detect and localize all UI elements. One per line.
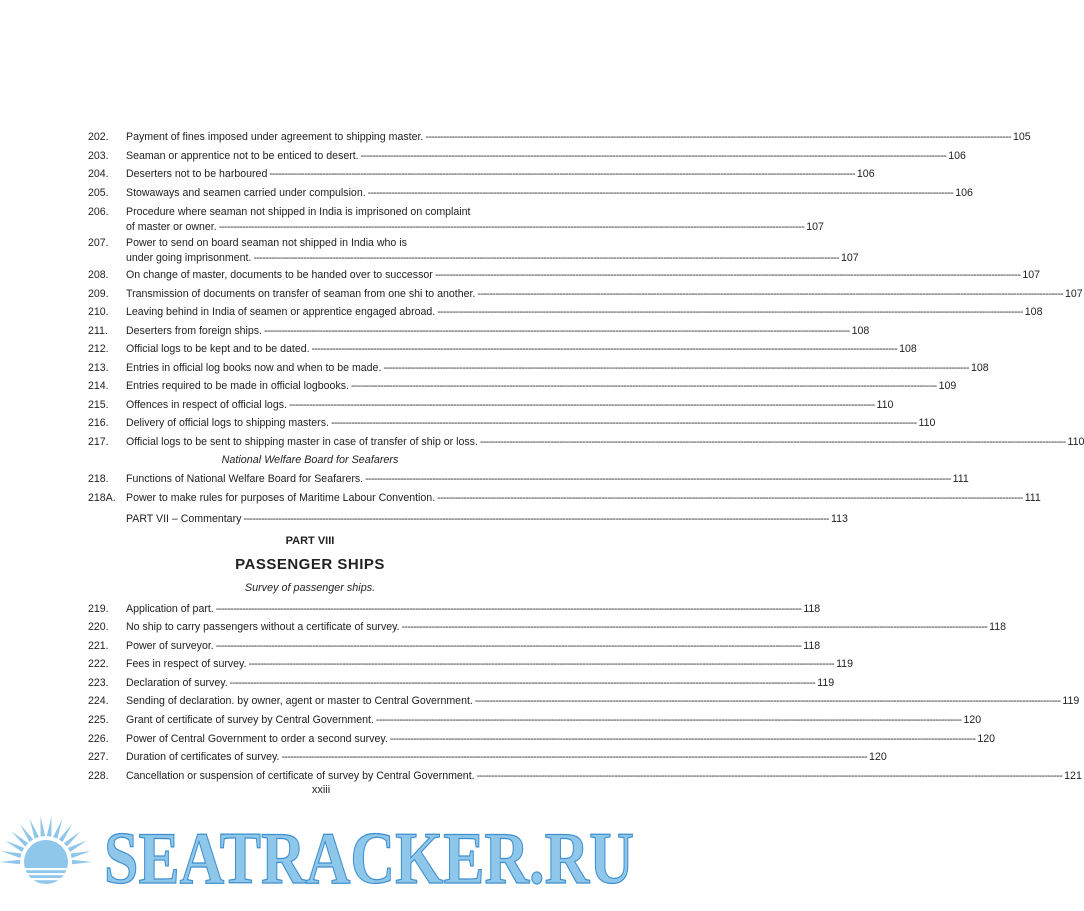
section-title: Official logs to be sent to shipping master in case of transfer of ship or loss. (126, 436, 478, 448)
page-ref: 111 (1024, 492, 1041, 504)
section-title: Entries required to be made in official logbooks. (126, 380, 349, 392)
leader-dashes: -------------------------------------------------------------------------------------------------------------------------------------------------------------------------------------------------------- (215, 640, 802, 652)
page-ref: 118 (803, 640, 821, 652)
watermark (104, 817, 636, 900)
leader-dashes: -------------------------------------------------------------------------------------------------------------------------------------------------------------------------------------------------------- (434, 269, 1021, 281)
section-title: Leaving behind in India of seamen or apprentice engaged abroad. (126, 306, 436, 318)
section-number: 215. (88, 399, 109, 411)
leader-dashes: -------------------------------------------------------------------------------------------------------------------------------------------------------------------------------------------------------- (425, 131, 1011, 143)
page-ref: 108 (970, 362, 989, 374)
page-ref: 110 (918, 417, 936, 429)
section-number: 209. (88, 288, 109, 300)
page-ref: 107 (1064, 288, 1083, 300)
section-number: 217. (88, 436, 109, 448)
section-number: 219. (88, 603, 109, 615)
section-number: 220. (88, 621, 109, 633)
section-title: Official logs to be kept and to be dated. (126, 343, 310, 355)
section-number: 208. (88, 269, 109, 281)
leader-dashes: -------------------------------------------------------------------------------------------------------------------------------------------------------------------------------------------------------- (389, 733, 976, 745)
section-title: PART VII – Commentary (126, 513, 242, 525)
section-number: 204. (88, 168, 109, 180)
section-number: 210. (88, 306, 109, 318)
section-title: Transmission of documents on transfer of seaman from one shi to another. (126, 288, 476, 300)
sun-ray (0, 860, 20, 865)
section-number: 202. (88, 131, 109, 143)
section-number: 218. (88, 473, 109, 485)
section-title: Sending of declaration. by owner, agent or master to Central Government. (126, 695, 473, 707)
leader-dashes: -------------------------------------------------------------------------------------------------------------------------------------------------------------------------------------------------------- (437, 492, 1023, 504)
section-number: 216. (88, 417, 109, 429)
leader-dashes: -------------------------------------------------------------------------------------------------------------------------------------------------------------------------------------------------------- (360, 150, 947, 162)
page-ref: 120 (977, 733, 996, 745)
page-ref: 108 (851, 325, 870, 337)
section-title: under going imprisonment. (126, 252, 252, 264)
leader-dashes: -------------------------------------------------------------------------------------------------------------------------------------------------------------------------------------------------------- (330, 417, 917, 429)
leader-dashes: -------------------------------------------------------------------------------------------------------------------------------------------------------------------------------------------------------- (365, 473, 951, 485)
section-title: Duration of certificates of survey. (126, 751, 280, 763)
page-ref: 119 (836, 658, 853, 670)
leader-dashes: -------------------------------------------------------------------------------------------------------------------------------------------------------------------------------------------------------- (243, 513, 829, 525)
section-title: Functions of National Welfare Board for Seafarers. (126, 473, 364, 485)
leader-dashes: -------------------------------------------------------------------------------------------------------------------------------------------------------------------------------------------------------- (383, 362, 969, 374)
subheading-survey: Survey of passenger ships. (244, 582, 376, 594)
section-number: 212. (88, 343, 109, 355)
section-number: 227. (88, 751, 109, 763)
part-heading: PART VIII (285, 535, 335, 547)
section-title: No ship to carry passengers without a certificate of survey. (126, 621, 400, 633)
leader-dashes: -------------------------------------------------------------------------------------------------------------------------------------------------------------------------------------------------------- (288, 399, 875, 411)
page-ref: 108 (899, 343, 917, 355)
page-ref: 106 (955, 187, 973, 199)
subheading-welfare-board: National Welfare Board for Seafarers (221, 454, 399, 466)
page-ref: 107 (841, 252, 859, 264)
section-title: Power of surveyor. (126, 640, 214, 652)
sun-ray (1, 851, 21, 858)
leader-dashes: -------------------------------------------------------------------------------------------------------------------------------------------------------------------------------------------------------- (477, 288, 1063, 300)
sun-ray (53, 819, 62, 839)
section-title: Stowaways and seamen carried under compulsion. (126, 187, 366, 199)
page-ref: 118 (989, 621, 1007, 633)
leader-dashes: -------------------------------------------------------------------------------------------------------------------------------------------------------------------------------------------------------- (476, 770, 1063, 782)
section-title: Seaman or apprentice not to be enticed to desert. (126, 150, 359, 162)
section-title: Cancellation or suspension of certificate of survey by Central Government. (126, 770, 475, 782)
leader-dashes: -------------------------------------------------------------------------------------------------------------------------------------------------------------------------------------------------------- (367, 187, 954, 199)
section-title: Deserters from foreign ships. (126, 325, 263, 337)
page-ref: 105 (1012, 131, 1031, 143)
section-title: Procedure where seaman not shipped in India is imprisoned on complaint (126, 206, 471, 218)
page-ref: 120 (869, 751, 887, 763)
leader-dashes: -------------------------------------------------------------------------------------------------------------------------------------------------------------------------------------------------------- (375, 714, 962, 726)
page-number: xxiii (311, 784, 331, 796)
section-number: 207. (88, 237, 109, 249)
section-title: Deserters not to be harboured (126, 168, 268, 180)
leader-dashes: -------------------------------------------------------------------------------------------------------------------------------------------------------------------------------------------------------- (351, 380, 937, 392)
leader-dashes: -------------------------------------------------------------------------------------------------------------------------------------------------------------------------------------------------------- (437, 306, 1023, 318)
section-title: Declaration of survey. (126, 677, 228, 689)
page-ref: 107 (1022, 269, 1041, 281)
section-title: Offences in respect of official logs. (126, 399, 287, 411)
section-title: Power to send on board seaman not shipped in India who is (126, 237, 407, 249)
section-number: 221. (88, 640, 109, 652)
section-number: 226. (88, 733, 109, 745)
leader-dashes: -------------------------------------------------------------------------------------------------------------------------------------------------------------------------------------------------------- (253, 252, 839, 264)
section-number: 224. (88, 695, 109, 707)
section-number: 214. (88, 380, 109, 392)
section-title: Fees in respect of survey. (126, 658, 247, 670)
section-title: Payment of fines imposed under agreement to shipping master. (126, 131, 424, 143)
sun-ray (47, 816, 52, 836)
leader-dashes: -------------------------------------------------------------------------------------------------------------------------------------------------------------------------------------------------------- (474, 695, 1061, 707)
section-number: 205. (88, 187, 109, 199)
section-title: Delivery of official logs to shipping masters. (126, 417, 329, 429)
section-title: Application of part. (126, 603, 214, 615)
page-ref: 108 (1024, 306, 1043, 318)
section-title: of master or owner. (126, 221, 217, 233)
leader-dashes: -------------------------------------------------------------------------------------------------------------------------------------------------------------------------------------------------------- (479, 436, 1066, 448)
section-title: Power to make rules for purposes of Maritime Labour Convention. (126, 492, 436, 504)
section-number: 228. (88, 770, 109, 782)
section-title: Grant of certificate of survey by Central Government. (126, 714, 374, 726)
page-ref: 110 (1067, 436, 1084, 448)
sun-ray (72, 860, 92, 865)
section-title: On change of master, documents to be handed over to successor (126, 269, 433, 281)
page-ref: 107 (806, 221, 824, 233)
section-number: 203. (88, 150, 109, 162)
section-number: 211. (88, 325, 108, 337)
sun-logo-icon (0, 812, 98, 904)
sun-ray (30, 819, 39, 839)
sun-ray (41, 816, 46, 836)
part-title: PASSENGER SHIPS (235, 556, 385, 573)
leader-dashes: -------------------------------------------------------------------------------------------------------------------------------------------------------------------------------------------------------- (264, 325, 850, 337)
section-number: 213. (88, 362, 109, 374)
leader-dashes: -------------------------------------------------------------------------------------------------------------------------------------------------------------------------------------------------------- (401, 621, 988, 633)
page-ref: 113 (830, 513, 848, 525)
section-number: 225. (88, 714, 109, 726)
leader-dashes: -------------------------------------------------------------------------------------------------------------------------------------------------------------------------------------------------------- (218, 221, 805, 233)
watermark-text: SEATRACKER.RU (104, 818, 634, 900)
page-ref: 119 (1062, 695, 1080, 707)
leader-dashes: -------------------------------------------------------------------------------------------------------------------------------------------------------------------------------------------------------- (215, 603, 802, 615)
leader-dashes: -------------------------------------------------------------------------------------------------------------------------------------------------------------------------------------------------------- (248, 658, 835, 670)
leader-dashes: -------------------------------------------------------------------------------------------------------------------------------------------------------------------------------------------------------- (229, 677, 816, 689)
leader-dashes: -------------------------------------------------------------------------------------------------------------------------------------------------------------------------------------------------------- (281, 751, 868, 763)
page-ref: 118 (803, 603, 821, 615)
page-ref: 111 (952, 473, 969, 485)
section-title: Entries in official log books now and when to be made. (126, 362, 382, 374)
leader-dashes: -------------------------------------------------------------------------------------------------------------------------------------------------------------------------------------------------------- (311, 343, 898, 355)
sun-ray (71, 851, 91, 858)
page-ref: 110 (876, 399, 894, 411)
page-ref: 120 (963, 714, 982, 726)
page-ref: 109 (938, 380, 957, 392)
section-number: 206. (88, 206, 109, 218)
section-title: Power of Central Government to order a second survey. (126, 733, 388, 745)
section-number: 222. (88, 658, 109, 670)
page-ref: 121 (1064, 770, 1082, 782)
page-ref: 106 (856, 168, 875, 180)
page-ref: 119 (817, 677, 835, 689)
leader-dashes: -------------------------------------------------------------------------------------------------------------------------------------------------------------------------------------------------------- (269, 168, 855, 180)
page-ref: 106 (948, 150, 966, 162)
section-number: 218A. (88, 492, 116, 504)
section-number: 223. (88, 677, 109, 689)
